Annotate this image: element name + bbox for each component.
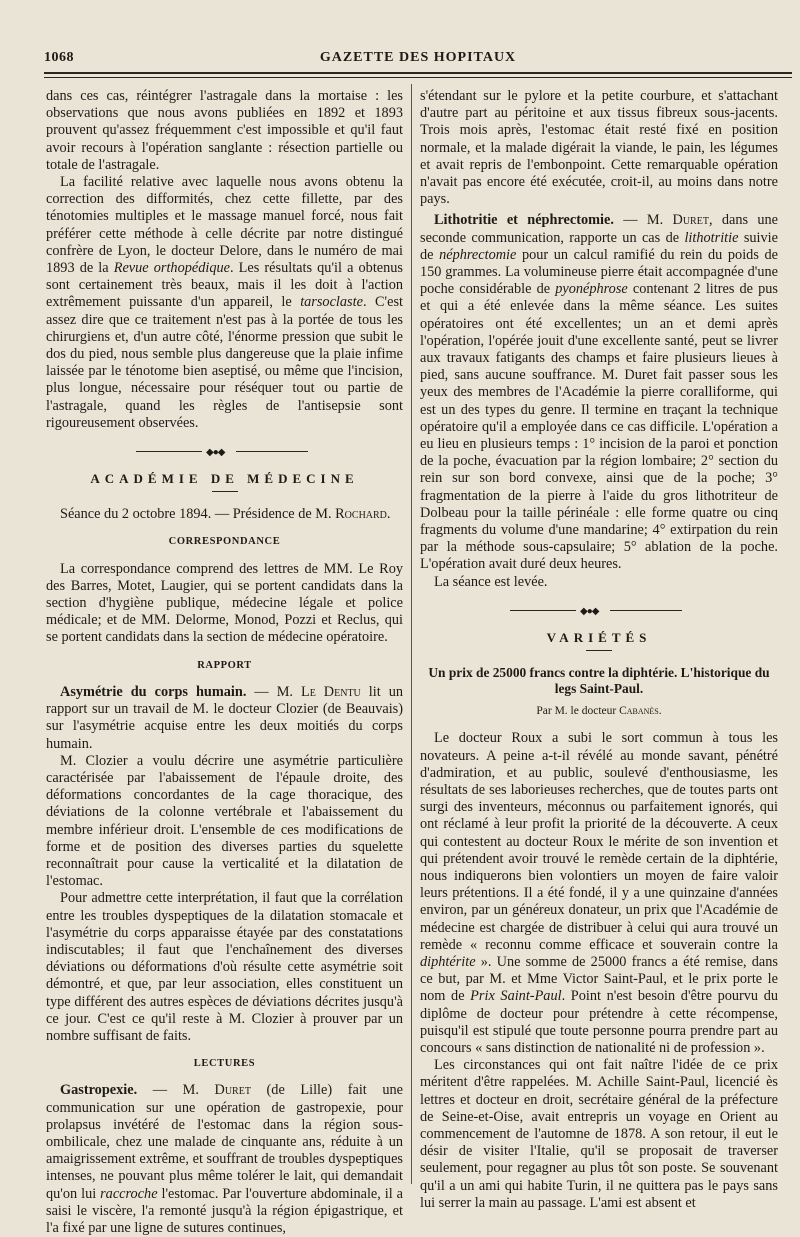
- header-rule: [44, 72, 792, 74]
- paragraph-clozier: M. Clozier a voulu décrire une asymétrie particulière caractérisée par l'abaissement de l'épaule droite, des déformations concordantes de la cage thoracique, des déviations de la colonne vertébrale et l'abaissement du membre inférieur droit. L'ensemble de ces modifications de forme et de position des diverses parties du squelette reconnaîtrait pour cause la verticalité et la dilatation de l'estomac.: [46, 752, 403, 890]
- page-number: 1068: [44, 50, 74, 65]
- paragraph-roux: Le docteur Roux a subi le sort commun à tous les novateurs. A peine a-t-il révélé au monde savant, pénétré d'admiration, et au public, soulevé d'enthousiasme, les résultats de ses laborieuses recherches, que de toutes parts ont surgi des inventeurs, méconnus ou parfaitement ignorés, qui ont réclamé à leur profit la priorité de la découverte. A ceux qui contestent au docteur Roux le mérite de son invention et qui prétendent avoir trouvé le remède certain de la diphtérie, nous indiquerons bien volontiers un moyen de faire valoir leurs prétentions. Il a été fondé, il y a une quinzaine d'années environ, par un généreux donateur, un prix que l'Académie de médecine est chargée de distribuer à celui qui aura trouvé un remède « reconnu comme efficace et souverain contre la diphtérite ». Une somme de 25000 francs a été remise, dans ce but, par M. et Mme Victor Saint-Paul, et le prix porte le nom de Prix Saint-Paul. Point n'est besoin d'être pourvu du diplôme de docteur pour prétendre à cette récompense, puisqu'il est stipulé que toute personne pourra prendre part au concours « sans distinction de nationalité ni de profession ».: [420, 730, 779, 1056]
- gastropexie-title: Gastropexie.: [60, 1082, 138, 1099]
- journal-name: Revue orthopédique: [113, 260, 230, 277]
- tool-name: tarsoclaste: [300, 294, 363, 311]
- section-title-academie: ACADÉMIE DE MÉDECINE: [90, 471, 359, 487]
- paragraph-correspondance: La correspondance comprend des lettres de MM. Le Roy des Barres, Motet, Laugier, qui se portent candidats dans la section d'hygiène publique, médecine légale et police médicale; et de MM. Delorme, Monod, Pozzi et Reclus, qui se portent candidats dans la section de médecine opératoire.: [46, 560, 403, 646]
- section-separator: ◆●◆: [46, 442, 403, 462]
- lithotritie-title: Lithotritie et néphrectomie.: [434, 212, 614, 229]
- paragraph-rapport-intro: Asymétrie du corps humain. — M. Le Dentu lit un rapport sur un travail de M. le docteur Clozier (de Beauvais) sur l'asymétrie acquise entre les deux moitiés du corps humain.: [46, 683, 403, 752]
- paragraph-correction: La facilité relative avec laquelle nous avons obtenu la correction des difformités, chez cette fillette, par des ténotomies multiples et le massage manuel forcé, nous fait préférer cette méthode à celle décrite par notre distingué confrère de Lyon, le docteur Delore, dans le numéro de mai 1893 de la Revue orthopédique. Les résultats qu'il a obtenus sont certainement très beaux, mais il les doit à l'action extrêmement puissante d'un appareil, le tarsoclaste. C'est assez dire que ce traitement n'est pas à la portée de tous les chirurgiens et, d'un autre côté, l'énorme pression que subit le dos du pied, nous semble plus dangereuse que la plaie infime laissée par le ténotome bien aseptisé, ou même que l'incision, plus longue, nécessaire pour réséquer tout ou partie de l'astragale, quand les règles de l'antisepsie sont rigoureusement observées.: [46, 174, 403, 431]
- paragraph-interpretation: Pour admettre cette interprétation, il faut que la corrélation entre les troubles dyspeptiques de la dilatation stomacale et l'asymétrie du corps apparaisse étayée par des constatations indiscutables; il faut que l'enchaînement des diverses déviations ou déformations d'où résulte cette asymétrie soit démontré, et que, par leur association, elles constituent un type différent des autres espèces de déviations décrites jusqu'à ce jour. C'est ce qu'il reste à M. Clozier à prouver par un nombre suffisant de faits.: [46, 890, 403, 1044]
- rapport-author: M. Le Dentu: [276, 683, 361, 700]
- paragraph-gastropexie-cont: s'étendant sur le pylore et la petite courbure, et s'attachant d'autre part au péritoine et aux tissus fibreux sous-jacents. Trois mois après, l'estomac était resté fixé en position normale, et la malade digérait la viande, le pain, les légumes et avait repris de l'embonpoint. Cette remarquable opération n'avait pas encore été exécutée, croit-il, au moins dans notre pays.: [420, 88, 778, 208]
- subhead-rapport: RAPPORT: [197, 659, 252, 671]
- short-rule-2: [586, 650, 612, 651]
- article-title: Un prix de 25000 francs contre la diphtérie. L'historique du legs Saint-Paul.: [428, 665, 770, 697]
- seance-levee: La séance est levée.: [434, 573, 548, 590]
- gastropexie-author: M. Duret: [182, 1082, 251, 1099]
- subhead-correspondance: CORRESPONDANCE: [168, 536, 281, 548]
- subhead-lectures: LECTURES: [193, 1058, 256, 1070]
- right-column: [420, 88, 779, 1211]
- seance-line: Séance du 2 octobre 1894. — Présidence de M. Rochard.: [60, 506, 391, 523]
- paragraph-gastropexie: Gastropexie. — M. Duret (de Lille) fait une communication sur une opération de gastropexie, pour prolapsus invétéré de l'estomac dans la région sous-ombilicale, chez une malade de cinquante ans, réduite à un amaigrissement extrême, et souffrant de troubles dyspeptiques intenses, ne pouvant plus même tolérer le lait, qui demandait qu'on lui raccroche l'estomac. Par l'ouverture abdominale, il a saisi le viscère, l'a remonté jusqu'à la région épigastrique, et l'a fixé par une ligne de sutures continues,: [46, 1082, 403, 1236]
- paragraph-lithotritie: Lithotritie et néphrectomie. — M. Duret, dans une seconde communication, rapporte un cas de lithotritie suivie de néphrectomie pour un calcul ramifié du rein du poids de 150 grammes. La volumineuse pierre était accompagnée d'une poche considérable de pyonéphrose contenant 2 litres de pus et qui a été enlevée dans la même séance. Les suites opératoires ont été excellentes; un an et demi après l'opération, l'opérée jouit d'une excellente santé, peut se livrer aux travaux fatigants des champs et faire plusieurs lieues à pied, sans aucune souffrance. M. Duret fait passer sous les yeux des membres de l'Académie la pierre coralliforme, qui est un des types du genre. Il termine en traçant la technique opératoire qu'il a employée dans ce cas difficile. L'opération a eu lieu en plusieurs temps : 1° incision de la paroi et ponction de la poche, évacuation par la région lombaire; 2° section du rein sur son bord convexe, ainsi que de la poche; 3° fragmentation de la pierre à l'aide du gros lithotriteur de Dolbeau pour la taille périnéale : elle forme quatre ou cinq fragments du volume d'une mandarine; 4° extirpation du rein par la méthode sous-capsulaire; 5° ablation de la poche. L'opération avait duré deux heures.: [420, 212, 778, 573]
- header-rule-thin: [44, 77, 792, 78]
- journal-title: GAZETTE DES HOPITAUX: [319, 50, 517, 65]
- left-column: [46, 88, 403, 1236]
- rapport-title: Asymétrie du corps humain.: [60, 683, 247, 700]
- lithotritie-author: M. Duret: [646, 212, 709, 229]
- column-separator: [411, 84, 412, 1184]
- short-rule: [212, 491, 238, 492]
- byline: Par M. le docteur Cabanès.: [536, 705, 662, 718]
- page-header: [44, 50, 792, 70]
- section-title-varietes: VARIÉTÉS: [546, 629, 652, 645]
- section-separator-2: ◆●◆: [420, 601, 778, 621]
- paragraph-astragale: dans ces cas, réintégrer l'astragale dans la mortaise : les observations que nous avons publiées en 1892 et 1893 prouvent qu'assez fréquemment c'est impossible et qu'il faut avoir recours à l'opération sanglante : résection partielle ou totale de l'astragale.: [46, 88, 403, 173]
- paragraph-circonstances: Les circonstances qui ont fait naître l'idée de ce prix méritent d'être rappelées. M. Achille Saint-Paul, licencié ès lettres et docteur en droit, secrétaire général de la préfecture de Seine-et-Oise, avait entrepris un voyage en Orient au commencement de l'automne de 1878. A son retour, il eut le désir de visiter l'Italie, qu'il se proposait de traverser seulement, pour regagner au plus tôt son poste. Se souvenant qu'il a un ami qui habite Turin, il ne quittera pas le pays sans lui serrer la main au passage. L'ami est absent et: [420, 1057, 778, 1211]
